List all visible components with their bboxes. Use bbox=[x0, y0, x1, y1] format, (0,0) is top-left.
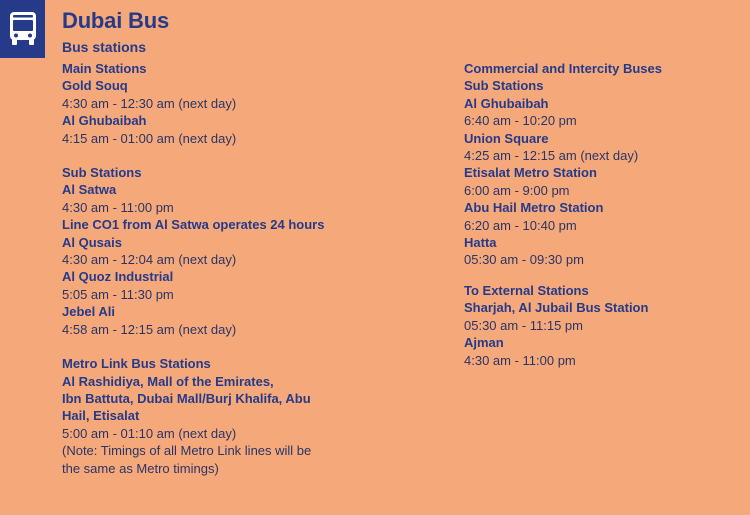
station-name: Jebel Ali bbox=[62, 304, 115, 320]
station-time: 4:30 am - 12:30 am (next day) bbox=[62, 95, 237, 111]
main-stations-heading: Main Stations bbox=[62, 61, 147, 76]
external-heading: To External Stations bbox=[464, 282, 589, 298]
page-subtitle: Bus stations bbox=[62, 39, 147, 55]
sub-stations-heading: Sub Stations bbox=[464, 78, 544, 94]
station-name: Union Square bbox=[464, 130, 549, 146]
station-name: Al Ghubaibah bbox=[464, 95, 549, 111]
station-time: 4:30 am - 11:00 pm bbox=[62, 199, 174, 215]
station-name: Ajman bbox=[464, 335, 504, 351]
metro-stations-line: Hail, Etisalat bbox=[62, 408, 140, 424]
station-name: Etisalat Metro Station bbox=[464, 165, 597, 181]
page-title: Dubai Bus bbox=[62, 8, 169, 33]
station-time: 4:58 am - 12:15 am (next day) bbox=[62, 321, 237, 337]
metro-stations-line: Al Rashidiya, Mall of the Emirates, bbox=[62, 373, 274, 389]
station-time: 4:15 am - 01:00 am (next day) bbox=[62, 130, 237, 146]
station-time: 4:30 am - 12:04 am (next day) bbox=[62, 252, 237, 268]
station-name: Sharjah, Al Jubail Bus Station bbox=[464, 300, 649, 316]
commercial-heading: Commercial and Intercity Buses bbox=[464, 61, 662, 76]
station-time: 05:30 am - 11:15 pm bbox=[464, 317, 583, 333]
station-name: Al Qusais bbox=[62, 234, 122, 250]
bus-icon-box bbox=[0, 0, 45, 58]
station-time: 4:25 am - 12:15 am (next day) bbox=[464, 148, 639, 164]
station-name: Abu Hail Metro Station bbox=[464, 200, 604, 216]
station-time: 6:40 am - 10:20 pm bbox=[464, 113, 577, 129]
bus-icon bbox=[8, 11, 38, 47]
station-time: 6:20 am - 10:40 pm bbox=[464, 217, 577, 233]
metro-note: (Note: Timings of all Metro Link lines will be bbox=[62, 443, 312, 459]
metro-stations-line: Ibn Battuta, Dubai Mall/Burj Khalifa, Abu bbox=[62, 390, 311, 406]
station-time: 4:30 am - 11:00 pm bbox=[464, 352, 576, 368]
right-column bbox=[464, 60, 734, 369]
metro-link-heading: Metro Link Bus Stations bbox=[62, 356, 211, 372]
station-note: Line CO1 from Al Satwa operates 24 hours bbox=[62, 217, 325, 233]
station-time: 05:30 am - 09:30 pm bbox=[464, 252, 584, 268]
station-time: 5:05 am - 11:30 pm bbox=[62, 286, 174, 302]
station-name: Al Satwa bbox=[62, 182, 117, 198]
station-name: Gold Souq bbox=[62, 78, 128, 94]
station-name: Al Ghubaibah bbox=[62, 113, 147, 129]
metro-note: the same as Metro timings) bbox=[62, 460, 219, 476]
station-time: 6:00 am - 9:00 pm bbox=[464, 182, 570, 198]
left-column bbox=[62, 60, 342, 477]
sub-stations-heading: Sub Stations bbox=[62, 165, 142, 181]
station-name: Al Quoz Industrial bbox=[62, 269, 174, 285]
station-name: Hatta bbox=[464, 235, 497, 251]
station-time: 5:00 am - 01:10 am (next day) bbox=[62, 425, 237, 441]
